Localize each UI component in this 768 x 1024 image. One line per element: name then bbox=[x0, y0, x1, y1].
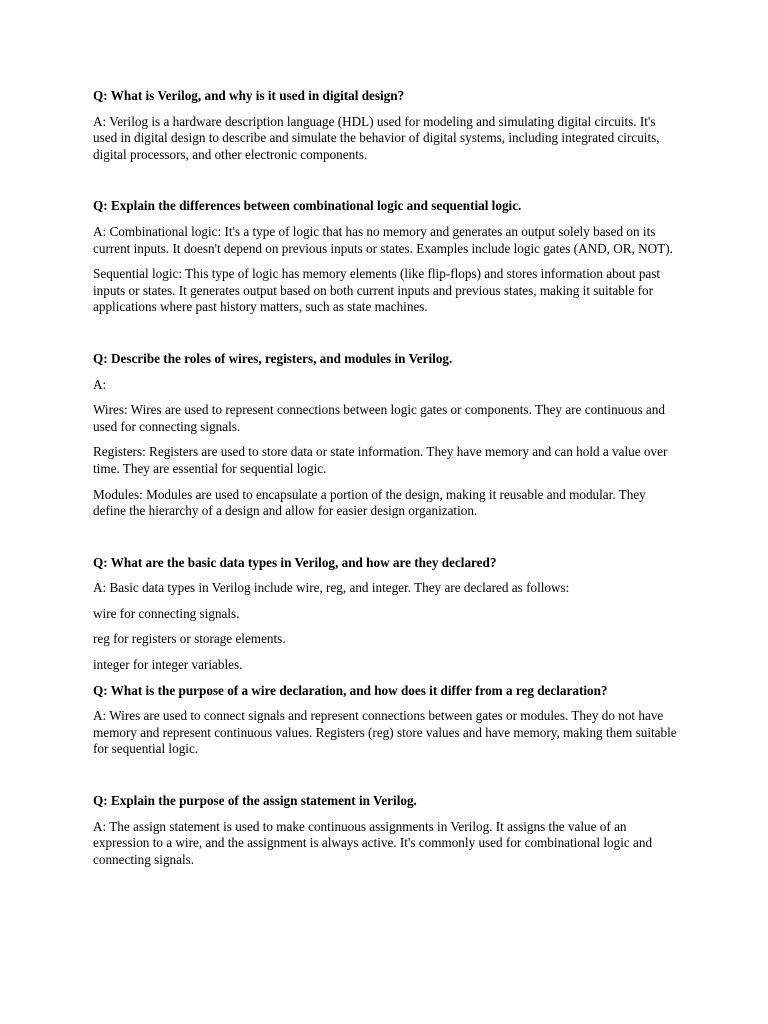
qa-item-wires-registers-modules bbox=[93, 351, 678, 520]
answer-paragraph: wire for connecting signals. bbox=[93, 605, 240, 621]
answer-paragraph: A: The assign statement is used to make continuous assignments in Verilog. It assigns the value of an expression to a wire, and the assignment is always active. It's commonly used for combinational logic and connecting signals. bbox=[93, 818, 653, 867]
answer-paragraph: A: Combinational logic: It's a type of logic that has no memory and generates an output solely based on its current inputs. It doesn't depend on previous inputs or states. Examples include logic gates (AND, OR, NOT). bbox=[93, 223, 673, 256]
section-spacer bbox=[93, 325, 678, 351]
answer-paragraph: A: Basic data types in Verilog include wire, reg, and integer. They are declared as follows: bbox=[93, 580, 570, 596]
section-spacer bbox=[93, 767, 678, 793]
qa-item-data-types bbox=[93, 555, 678, 674]
qa-item-combinational-vs-sequential bbox=[93, 198, 678, 316]
answer-paragraph: A: bbox=[93, 376, 107, 392]
question-heading: Q: What are the basic data types in Verilog, and how are they declared? bbox=[93, 554, 497, 570]
answer-paragraph: Sequential logic: This type of logic has memory elements (like flip-flops) and stores information about past inputs or states. It generates output based on both current inputs and previous states, making it suitable for applications where past history matters, such as state machines. bbox=[93, 266, 661, 315]
qa-item-wire-vs-reg bbox=[93, 683, 678, 758]
answer-paragraph: Wires: Wires are used to represent connections between logic gates or components. They are continuous and used for connecting signals. bbox=[93, 402, 665, 434]
qa-item-verilog-intro bbox=[93, 88, 678, 163]
answer-paragraph: Modules: Modules are used to encapsulate a portion of the design, making it reusable and modular. They define the hierarchy of a design and allow for easier design organization. bbox=[93, 486, 646, 519]
question-heading: Q: What is Verilog, and why is it used in digital design? bbox=[93, 88, 405, 103]
question-heading: Q: What is the purpose of a wire declaration, and how does it differ from a reg declaration? bbox=[93, 682, 608, 698]
qa-item-assign-statement bbox=[93, 793, 678, 868]
answer-paragraph: Registers: Registers are used to store data or state information. They have memory and can hold a value over time. They are essential for sequential logic. bbox=[93, 444, 668, 476]
question-heading: Q: Explain the differences between combinational logic and sequential logic. bbox=[93, 198, 522, 214]
answer-paragraph: A: Wires are used to connect signals and represent connections between gates or modules. They do not have memory and represent continuous values. Registers (reg) store values and have memory, making them suitable for sequential logic. bbox=[93, 708, 677, 757]
question-heading: Q: Describe the roles of wires, registers, and modules in Verilog. bbox=[93, 350, 453, 366]
question-heading: Q: Explain the purpose of the assign statement in Verilog. bbox=[93, 793, 417, 809]
answer-paragraph: A: Verilog is a hardware description language (HDL) used for modeling and simulating digital circuits. It's used in digital design to describe and simulate the behavior of digital systems, including integrated circuits, digital processors, and other electronic components. bbox=[93, 113, 660, 162]
answer-paragraph: integer for integer variables. bbox=[93, 657, 243, 673]
answer-paragraph: reg for registers or storage elements. bbox=[93, 631, 286, 647]
section-spacer bbox=[93, 172, 678, 198]
section-spacer bbox=[93, 529, 678, 555]
